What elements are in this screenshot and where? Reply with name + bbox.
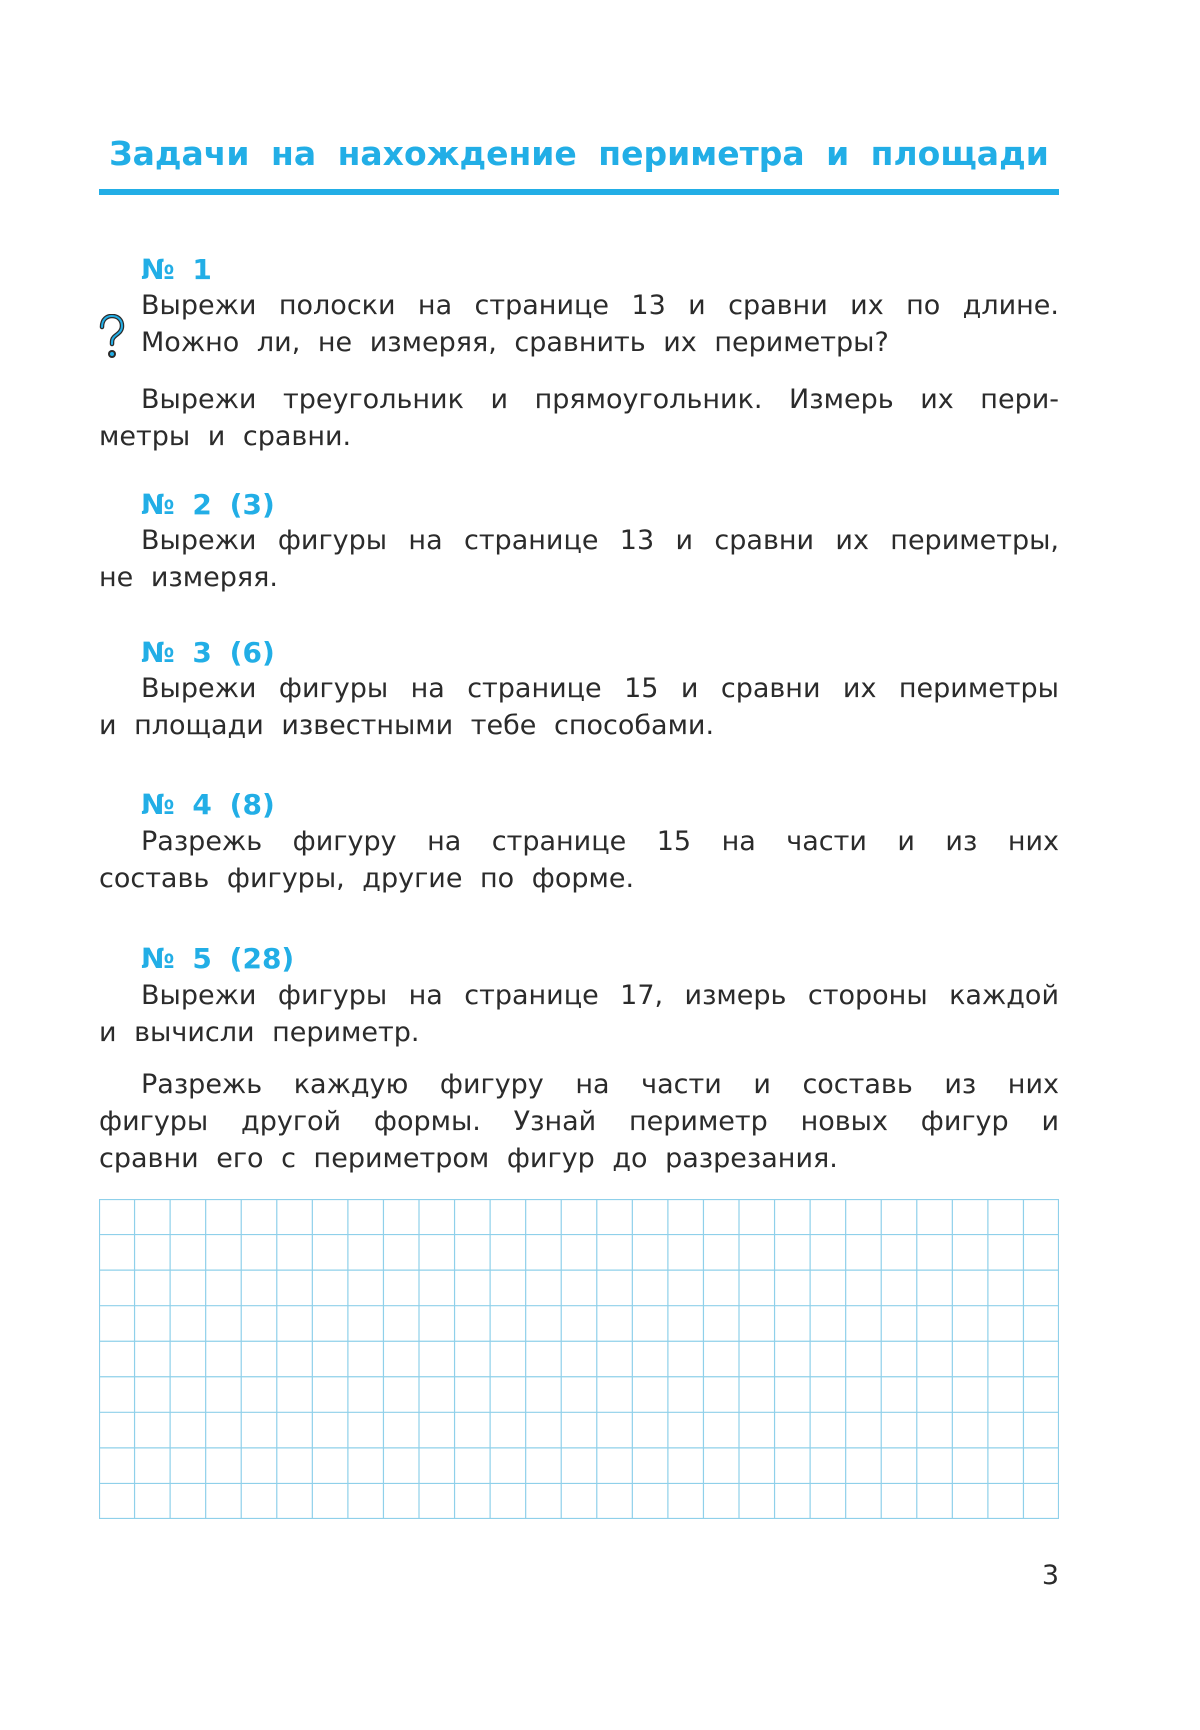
question-mark-icon — [97, 314, 125, 362]
text-line: метры и сравни. — [99, 421, 352, 452]
text-line: Разрежь каждую фигуру на части и составь из них — [141, 1069, 1059, 1100]
text-line: и вычисли периметр. — [99, 1017, 420, 1048]
page-number: 3 — [1041, 1560, 1059, 1591]
text-line: не измеряя. — [99, 562, 278, 593]
task-1-paragraph-1 — [99, 287, 1059, 361]
text-line: сравни его с периметром фигур до разрезания. — [99, 1143, 838, 1174]
task-5-paragraph-2 — [99, 1066, 1059, 1177]
task-number-4: № 4 (8) — [141, 788, 275, 821]
task-4-paragraph-1 — [99, 823, 1059, 897]
text-line: Разрежь фигуру на странице 15 на части и из них — [141, 826, 1059, 857]
text-line: Вырежи фигуры на странице 15 и сравни их периметры — [141, 673, 1059, 704]
page-title-text: Задачи на нахождение периметра и площади — [109, 134, 1049, 173]
text-line: фигуры другой формы. Узнай периметр новых фигур и — [99, 1106, 1059, 1137]
task-2-paragraph-1 — [99, 522, 1059, 596]
text-line: Вырежи фигуры на странице 17, измерь стороны каждой — [141, 980, 1059, 1011]
text-line: Вырежи треугольник и прямоугольник. Измерь их пери- — [141, 384, 1059, 415]
text-line: и площади известными тебе способами. — [99, 710, 715, 741]
text-line: Вырежи фигуры на странице 13 и сравни их периметры, — [141, 525, 1059, 556]
text-line: Вырежи полоски на странице 13 и сравни их по длине. — [141, 290, 1059, 321]
task-1-paragraph-2 — [99, 381, 1059, 455]
task-3-paragraph-1 — [99, 670, 1059, 744]
task-number-3: № 3 (6) — [141, 636, 275, 669]
squared-grid — [99, 1199, 1059, 1519]
task-number-2: № 2 (3) — [141, 488, 275, 521]
task-number-5: № 5 (28) — [141, 942, 295, 975]
text-line: Можно ли, не измеряя, сравнить их периметры? — [141, 327, 889, 358]
page-title — [99, 135, 1059, 195]
task-number-1: № 1 — [141, 253, 212, 286]
task-5-paragraph-1 — [99, 977, 1059, 1051]
text-line: составь фигуры, другие по форме. — [99, 863, 635, 894]
